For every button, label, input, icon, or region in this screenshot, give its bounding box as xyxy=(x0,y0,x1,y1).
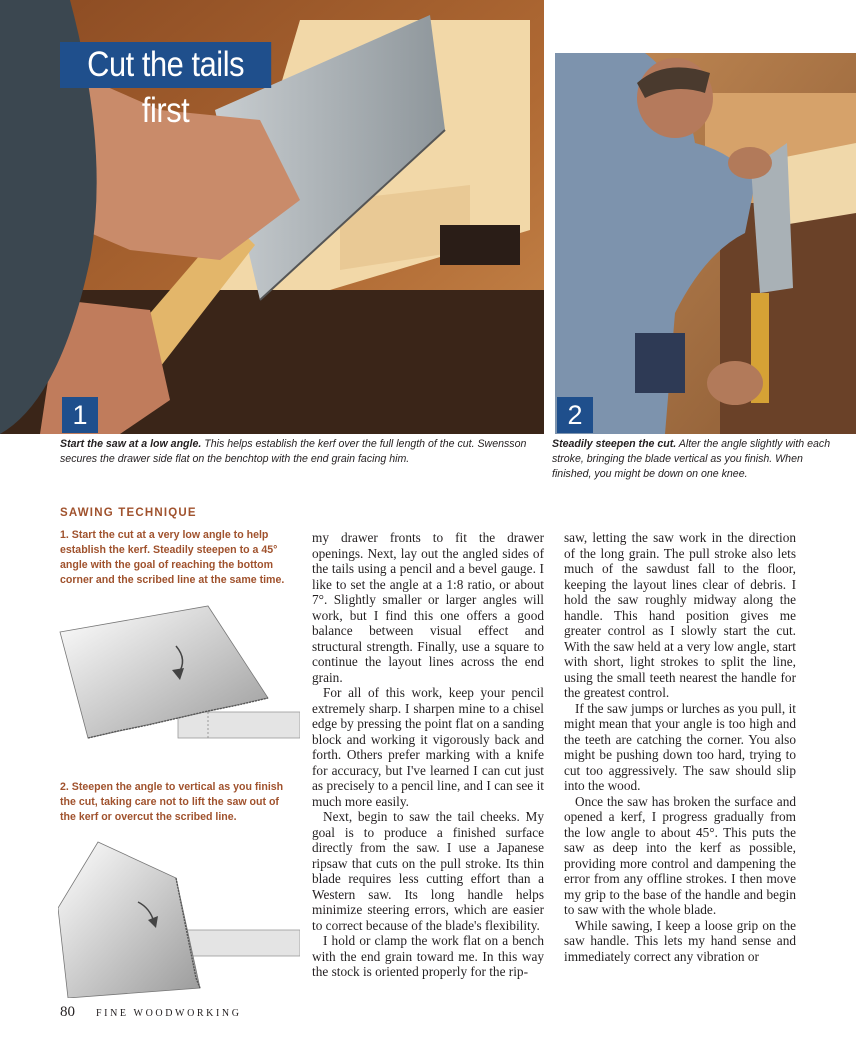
body-paragraph: I hold or clamp the work flat on a bench with the end grain toward me. In this way the stock is oriented properly for the rip- xyxy=(312,933,544,979)
photo-step-2-image xyxy=(555,53,856,434)
sidebar-heading: SAWING TECHNIQUE xyxy=(60,507,197,519)
body-paragraph: While sawing, I keep a loose grip on the saw handle. This lets my hand sense and immediately correct any vibration or xyxy=(564,917,796,964)
illustration-low-angle-drawing xyxy=(58,600,300,750)
body-paragraph: my drawer fronts to fit the drawer openings. Next, lay out the angled sides of the tails using a pencil and a bevel gauge. I like to set the angle at a 1:8 ratio, or about 7°. Slightly smaller or larger angles will work, but I find this one offers a good balance between visual effect and structural strength. Finally, use a square to continue the layout lines across the end grain. xyxy=(312,530,544,685)
illustration-vertical-drawing xyxy=(58,838,300,998)
body-paragraph: Once the saw has broken the surface and opened a kerf, I progress gradually from the low angle to about 45°. This puts the saw as deep into the kerf as possible, providing more control and dampening the error from any offline strokes. I then move my grip to the base of the handle and begin to saw with the whole blade. xyxy=(564,793,796,917)
step-2-caption-lead: Steadily steepen the cut. xyxy=(552,438,677,450)
step-2-caption-text: Alter the angle slightly with each stroke, bringing the blade vertical as you finish. When finished, you might be down on one knee. xyxy=(552,438,831,480)
step-1-caption-text: This helps establish the kerf over the full length of the cut. Swensson secures the drawer side flat on the benchtop with the end grain facing him. xyxy=(60,438,527,465)
body-paragraph: For all of this work, keep your pencil extremely sharp. I sharpen mine to a chisel edge by pressing the point flat on a sanding block and working it vigorously back and forth. Others prefer marking with a knife for accuracy, but I've learned I can cut just as precisely to a pencil line, and I can see it much more easily. xyxy=(312,685,544,809)
step-1-caption-lead: Start the saw at a low angle. xyxy=(60,438,202,450)
step-2-caption xyxy=(552,437,842,482)
photo-step-2 xyxy=(555,53,856,434)
step-1-caption xyxy=(60,437,530,467)
illustration-vertical xyxy=(58,838,300,998)
body-paragraph: Next, begin to saw the tail cheeks. My goal is to produce a finished surface directly from the saw. I use a Japanese ripsaw that cuts on the pull stroke. Its thin blade requires less cutting effort than a Western saw. Its long handle helps minimize steering errors, which are easier to correct because of the blade's flexibility. xyxy=(312,809,544,933)
body-column-2 xyxy=(564,530,796,964)
body-paragraph: If the saw jumps or lurches as you pull, it might mean that your angle is too high and the teeth are catching the corner. You also might be pushing down too hard, trying to cut too aggressively. The saw should slip into the wood. xyxy=(564,700,796,793)
sidebar-step-2: 2. Steepen the angle to vertical as you finish the cut, taking care not to lift the saw out of the kerf or overcut the scribed line. xyxy=(60,781,284,823)
illustration-low-angle xyxy=(58,600,300,750)
step-1-badge: 1 xyxy=(62,397,98,433)
sidebar-step-1: 1. Start the cut at a very low angle to help establish the kerf. Steadily steepen to a 45° angle with the goal of reaching the bottom corner and the scribed line at the same time. xyxy=(60,529,285,586)
page-title: Cut the tails first xyxy=(60,42,271,88)
body-paragraph: saw, letting the saw work in the direction of the long grain. The pull stroke also lets much of the sawdust fall to the floor, keeping the layout lines clear of debris. I hold the saw roughly midway along the handle. This hand position gives me greater control as I slowly start the cut. With the saw held at a very low angle, start with short, light strokes to split the line, using the small teeth nearest the handle for the greatest control. xyxy=(564,530,796,700)
page-number: 80 xyxy=(60,1004,75,1020)
body-column-1 xyxy=(312,530,544,980)
magazine-name: FINE WOODWORKING xyxy=(96,1008,242,1019)
step-2-badge: 2 xyxy=(557,397,593,433)
